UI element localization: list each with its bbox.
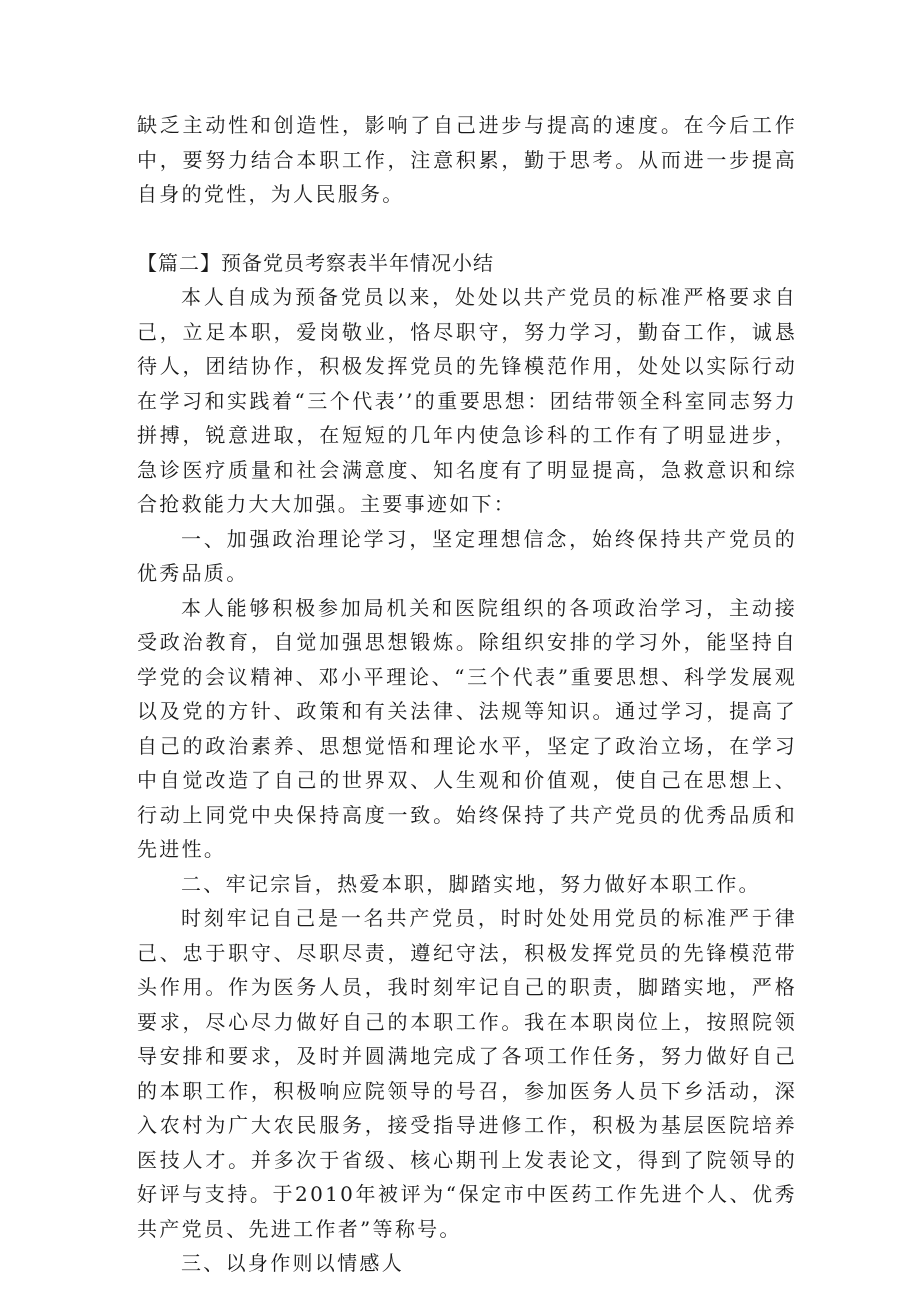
document-page — [137, 108, 797, 1281]
section-1-heading: 一、加强政治理论学习，坚定理想信念，始终保持共产党员的优秀品质。 — [137, 526, 797, 585]
paragraph-gap — [137, 212, 797, 246]
continuation-paragraph: 缺乏主动性和创造性，影响了自己进步与提高的速度。在今后工作中，要努力结合本职工作，注意积累，勤于思考。从而进一步提高自身的党性，为人民服务。 — [137, 113, 797, 206]
section-2-heading: 二、牢记宗旨，热爱本职，脚踏实地，努力做好本职工作。 — [181, 871, 761, 896]
section-1-body: 本人能够积极参加局机关和医院组织的各项政治学习，主动接受政治教育，自觉加强思想锻炼。除组织安排的学习外，能坚持自学党的会议精神、邓小平理论、“三个代表”重要思想、科学发展观以及党的方针、政策和有关法律、法规等知识。通过学习，提高了自己的政治素养、思想觉悟和理论水平，坚定了政治立场，在学习中自觉改造了自己的世界双、人生观和价值观，使自己在思想上、行动上同党中央保持高度一致。始终保持了共产党员的优秀品质和先进性。 — [137, 595, 797, 861]
section-3-heading: 三、以身作则以情感人 — [181, 1251, 404, 1275]
section-2-body: 时刻牢记自己是一名共产党员，时时处处用党员的标准严于律己、忠于职守、尽职尽责，遵纪守法，积极发挥党员的先锋模范带头作用。作为医务人员，我时刻牢记自己的职责，脚踏实地，严格要求，尽心尽力做好自己的本职工作。我在本职岗位上，按照院领导安排和要求，及时并圆满地完成了各项工作任务，努力做好自己的本职工作，积极响应院领导的号召，参加医务人员下乡活动，深入农村为广大农民服务，接受指导进修工作，积极为基层医院培养医技人才。并多次于省级、核心期刊上发表论文，得到了院领导的好评与支持。于2010年被评为“保定市中医药工作先进个人、优秀共产党员、先进工作者”等称号。 — [137, 906, 797, 1241]
article-title: 【篇二】预备党员考察表半年情况小结 — [137, 250, 494, 275]
intro-paragraph: 本人自成为预备党员以来，处处以共产党员的标准严格要求自己，立足本职，爱岗敬业，恪尽职守，努力学习，勤奋工作，诚恳待人，团结协作，积极发挥党员的先锋模范作用，处处以实际行动在学习和实践着“三个代表’’的重要思想：团结带领全科室同志努力拼搏，锐意进取，在短短的几年内使急诊科的工作有了明显进步，急诊医疗质量和社会满意度、知名度有了明显提高，急救意识和综合抢救能力大大加强。主要事迹如下： — [137, 285, 797, 516]
